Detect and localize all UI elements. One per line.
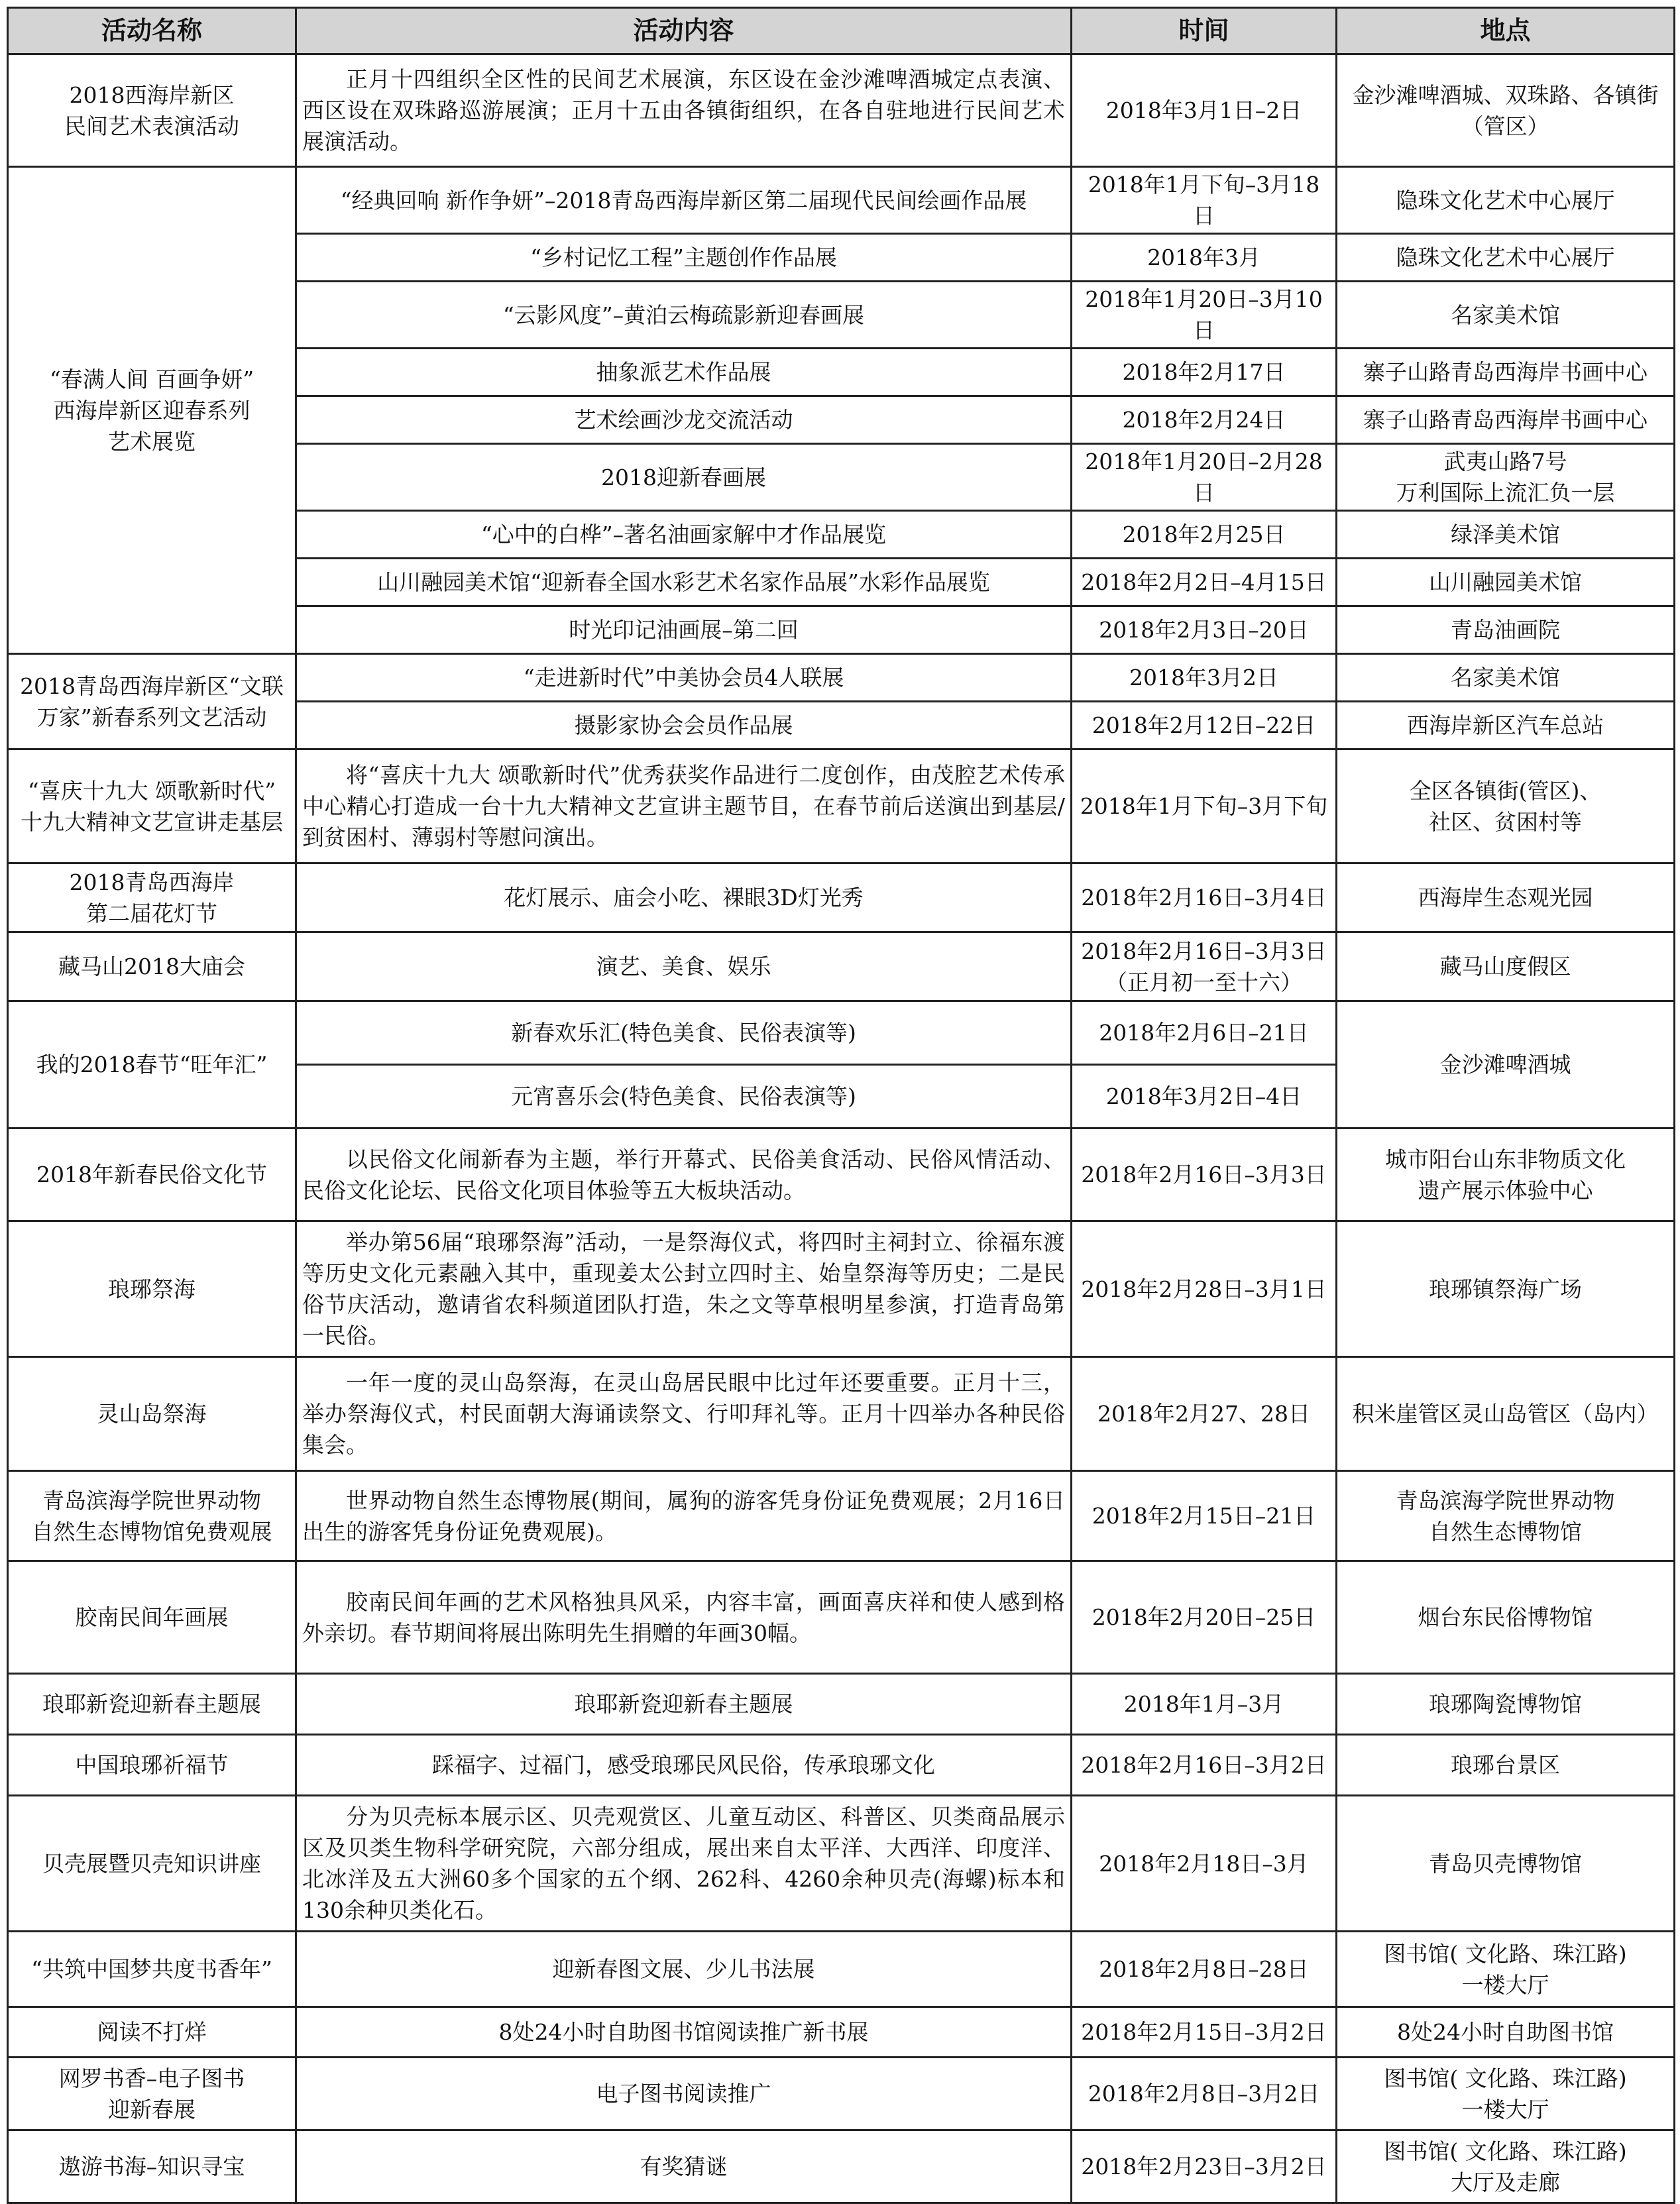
activity-content: 摄影家协会会员作品展 bbox=[574, 712, 793, 738]
activity-content-cell bbox=[296, 559, 1072, 606]
activity-time: 2018年3月1日–2日 bbox=[1105, 97, 1302, 123]
location-cell bbox=[1337, 863, 1675, 932]
activity-name-cell bbox=[8, 1561, 296, 1674]
activity-name-cell bbox=[8, 2058, 296, 2130]
location-cell bbox=[1337, 749, 1675, 863]
location-cell bbox=[1337, 559, 1675, 606]
activity-time: 2018年1月20日–3月10日 bbox=[1085, 286, 1323, 343]
table-row bbox=[8, 2007, 1675, 2058]
activity-content-cell bbox=[296, 1561, 1072, 1674]
activity-location: 隐珠文化艺术中心展厅 bbox=[1396, 187, 1615, 213]
activity-name: 2018青岛西海岸 第二届花灯节 bbox=[69, 869, 235, 926]
activity-time: 2018年2月17日 bbox=[1122, 359, 1286, 385]
activity-content: 踩福字、过福门，感受琅琊民风民俗，传承琅琊文化 bbox=[432, 1752, 935, 1778]
activity-content-cell bbox=[296, 1001, 1072, 1065]
time-cell bbox=[1072, 654, 1337, 702]
time-cell bbox=[1072, 234, 1337, 282]
activity-name: 中国琅琊祈福节 bbox=[75, 1752, 229, 1778]
activity-time: 2018年2月8日–28日 bbox=[1099, 1956, 1309, 1982]
activity-location: 图书馆( 文化路、珠江路) 一楼大厅 bbox=[1384, 2065, 1627, 2122]
location-cell bbox=[1337, 1471, 1675, 1561]
activity-content: 山川融园美术馆“迎新春全国水彩艺术名家作品展”水彩作品展览 bbox=[377, 569, 990, 595]
activity-time: 2018年2月2日–4月15日 bbox=[1081, 569, 1327, 595]
activity-location: 8处24小时自助图书馆 bbox=[1397, 2019, 1614, 2045]
header-activity-content: 活动内容 bbox=[296, 8, 1072, 54]
time-cell bbox=[1072, 349, 1337, 396]
activity-time: 2018年2月8日–3月2日 bbox=[1088, 2081, 1320, 2107]
time-cell bbox=[1072, 167, 1337, 234]
activity-location: 寨子山路青岛西海岸书画中心 bbox=[1363, 407, 1648, 433]
activity-time: 2018年3月2日–4日 bbox=[1105, 1083, 1302, 1109]
activity-name: 阅读不打烊 bbox=[97, 2019, 207, 2045]
location-cell bbox=[1337, 282, 1675, 349]
activity-content-cell bbox=[296, 702, 1072, 749]
activity-location: 名家美术馆 bbox=[1451, 302, 1560, 328]
header-activity-name: 活动名称 bbox=[8, 8, 296, 54]
table-row bbox=[8, 54, 1675, 167]
activity-content: 8处24小时自助图书馆阅读推广新书展 bbox=[498, 2019, 869, 2045]
activity-content: “经典回响 新作争妍”–2018青岛西海岸新区第二届现代民间绘画作品展 bbox=[340, 187, 1027, 213]
activity-content-cell bbox=[296, 511, 1072, 559]
activity-name-cell bbox=[8, 863, 296, 932]
activity-content-cell bbox=[296, 1129, 1072, 1221]
activity-content-cell bbox=[296, 396, 1072, 444]
activity-name-cell bbox=[8, 1357, 296, 1471]
activity-location: 金沙滩啤酒城 bbox=[1439, 1052, 1571, 1077]
time-cell bbox=[1072, 1001, 1337, 1065]
time-cell bbox=[1072, 702, 1337, 749]
header-time: 时间 bbox=[1072, 8, 1337, 54]
activity-content: 以民俗文化闹新春为主题，举行开幕式、民俗美食活动、民俗风情活动、民俗文化论坛、民俗文化项目体验等五大板块活动。 bbox=[302, 1146, 1065, 1203]
activity-content: 电子图书阅读推广 bbox=[596, 2081, 771, 2107]
activity-content: 世界动物自然生态博物展(期间，属狗的游客凭身份证免费观展；2月16日出生的游客凭身份证免费观展)。 bbox=[302, 1487, 1065, 1545]
location-cell bbox=[1337, 1932, 1675, 2007]
location-cell bbox=[1337, 396, 1675, 444]
location-cell bbox=[1337, 1674, 1675, 1735]
table-row bbox=[8, 1561, 1675, 1674]
activity-time: 2018年2月16日–3月3日 （正月初一至十六） bbox=[1081, 938, 1327, 995]
activity-content: 抽象派艺术作品展 bbox=[596, 359, 771, 385]
activity-content-cell bbox=[296, 1674, 1072, 1735]
activity-location: 绿泽美术馆 bbox=[1451, 522, 1560, 547]
activity-time: 2018年3月2日 bbox=[1129, 665, 1278, 690]
activity-name-cell bbox=[8, 749, 296, 863]
activity-content: “乡村记忆工程”主题创作作品展 bbox=[530, 245, 837, 270]
activity-location: 烟台东民俗博物馆 bbox=[1418, 1604, 1593, 1630]
location-cell bbox=[1337, 702, 1675, 749]
table-row bbox=[8, 1001, 1675, 1065]
location-cell bbox=[1337, 1001, 1675, 1129]
time-cell bbox=[1072, 511, 1337, 559]
activity-time: 2018年2月12日–22日 bbox=[1092, 712, 1316, 738]
activity-time: 2018年2月28日–3月1日 bbox=[1081, 1276, 1327, 1302]
activity-content-cell bbox=[296, 282, 1072, 349]
time-cell bbox=[1072, 606, 1337, 654]
activity-content: “走进新时代”中美协会员4人联展 bbox=[523, 665, 844, 690]
activity-time: 2018年2月16日–3月2日 bbox=[1081, 1752, 1327, 1778]
location-cell bbox=[1337, 1357, 1675, 1471]
table-row bbox=[8, 1735, 1675, 1796]
location-cell bbox=[1337, 511, 1675, 559]
activity-content-cell bbox=[296, 1471, 1072, 1561]
activity-content: 分为贝壳标本展示区、贝壳观赏区、儿童互动区、科普区、贝类商品展示区及贝类生物科学研究院，六部分组成，展出来自太平洋、大西洋、印度洋、北冰洋及五大洲60多个国家的五个纲、262科、4260余种贝壳(海螺)标本和130余种贝类化石。 bbox=[302, 1804, 1065, 1923]
time-cell bbox=[1072, 2130, 1337, 2203]
time-cell bbox=[1072, 1796, 1337, 1932]
activity-time: 2018年1月20日–2月28日 bbox=[1085, 449, 1323, 506]
location-cell bbox=[1337, 54, 1675, 167]
activity-location: 积米崖管区灵山岛管区（岛内） bbox=[1352, 1401, 1659, 1427]
activity-content-cell bbox=[296, 1796, 1072, 1932]
activity-location: 图书馆( 文化路、珠江路) 大厅及走廊 bbox=[1384, 2138, 1627, 2195]
activity-location: 青岛贝壳博物馆 bbox=[1429, 1850, 1582, 1877]
activity-location: 西海岸新区汽车总站 bbox=[1407, 712, 1604, 738]
table-row bbox=[8, 1129, 1675, 1221]
time-cell bbox=[1072, 1735, 1337, 1796]
activity-time: 2018年2月20日–25日 bbox=[1092, 1604, 1316, 1630]
location-cell bbox=[1337, 1735, 1675, 1796]
time-cell bbox=[1072, 54, 1337, 167]
activity-name-cell bbox=[8, 1129, 296, 1221]
activity-name: 贝壳展暨贝壳知识讲座 bbox=[42, 1850, 261, 1877]
time-cell bbox=[1072, 396, 1337, 444]
header-row bbox=[8, 8, 1675, 54]
activity-location: 城市阳台山东非物质文化 遗产展示体验中心 bbox=[1385, 1146, 1626, 1203]
activity-content: 新春欢乐汇(特色美食、民俗表演等) bbox=[511, 1020, 856, 1046]
table-row bbox=[8, 1357, 1675, 1471]
activity-time: 2018年1月下旬–3月18日 bbox=[1088, 172, 1320, 229]
activity-content: “心中的白桦”–著名油画家解中才作品展览 bbox=[480, 522, 887, 547]
activity-content-cell bbox=[296, 1221, 1072, 1357]
activity-location: 青岛滨海学院世界动物 自然生态博物馆 bbox=[1396, 1487, 1615, 1545]
activity-content: 花灯展示、庙会小吃、裸眼3D灯光秀 bbox=[504, 885, 864, 910]
activity-name: 胶南民间年画展 bbox=[75, 1604, 229, 1630]
activity-content-cell bbox=[296, 349, 1072, 396]
time-cell bbox=[1072, 1471, 1337, 1561]
table-row bbox=[8, 863, 1675, 932]
activity-content: 2018迎新春画展 bbox=[601, 464, 766, 490]
activity-time: 2018年2月15日–21日 bbox=[1092, 1503, 1316, 1529]
location-cell bbox=[1337, 2058, 1675, 2130]
activity-content-cell bbox=[296, 444, 1072, 511]
activity-content-cell bbox=[296, 1932, 1072, 2007]
activity-name: 琅琊祭海 bbox=[108, 1276, 196, 1302]
activity-location: 寨子山路青岛西海岸书画中心 bbox=[1363, 359, 1648, 385]
activity-name: 藏马山2018大庙会 bbox=[58, 954, 245, 979]
activity-content: 有奖猜谜 bbox=[640, 2154, 728, 2179]
time-cell bbox=[1072, 863, 1337, 932]
time-cell bbox=[1072, 1561, 1337, 1674]
location-cell bbox=[1337, 654, 1675, 702]
activity-content: 琅耶新瓷迎新春主题展 bbox=[574, 1691, 793, 1717]
activity-content: 元宵喜乐会(特色美食、民俗表演等) bbox=[511, 1083, 856, 1109]
activity-name: 2018西海岸新区 民间艺术表演活动 bbox=[64, 82, 239, 139]
activity-content-cell bbox=[296, 932, 1072, 1001]
activity-time: 2018年2月23日–3月2日 bbox=[1081, 2154, 1327, 2179]
activity-name-cell bbox=[8, 1735, 296, 1796]
location-cell bbox=[1337, 1221, 1675, 1357]
activity-time: 2018年2月25日 bbox=[1122, 522, 1286, 547]
time-cell bbox=[1072, 1932, 1337, 2007]
activity-time: 2018年2月27、28日 bbox=[1097, 1401, 1310, 1427]
activity-name: 琅耶新瓷迎新春主题展 bbox=[42, 1691, 261, 1717]
activity-content: 迎新春图文展、少儿书法展 bbox=[552, 1956, 815, 1982]
activity-name-cell bbox=[8, 1221, 296, 1357]
activity-content: 时光印记油画展–第二回 bbox=[569, 617, 799, 643]
table-row bbox=[8, 1796, 1675, 1932]
table-row bbox=[8, 2130, 1675, 2203]
activity-content: 胶南民间年画的艺术风格独具风采，内容丰富，画面喜庆祥和使人感到格外亲切。春节期间将展出陈明先生捐赠的年画30幅。 bbox=[302, 1588, 1065, 1646]
activity-name: 遨游书海–知识寻宝 bbox=[58, 2154, 245, 2179]
table-row bbox=[8, 932, 1675, 1001]
activity-content-cell bbox=[296, 167, 1072, 234]
activity-time: 2018年2月6日–21日 bbox=[1099, 1020, 1309, 1046]
activity-name-cell bbox=[8, 54, 296, 167]
table-row bbox=[8, 167, 1675, 234]
activity-name-cell bbox=[8, 1796, 296, 1932]
activity-name: 2018青岛西海岸新区“文联万家”新春系列文艺活动 bbox=[20, 673, 284, 730]
time-cell bbox=[1072, 749, 1337, 863]
time-cell bbox=[1072, 282, 1337, 349]
activity-content: 一年一度的灵山岛祭海，在灵山岛居民眼中比过年还要重要。正月十三，举办祭海仪式，村民面朝大海诵读祭文、行叩拜礼等。正月十四举办各种民俗集会。 bbox=[302, 1370, 1065, 1458]
table-row bbox=[8, 1471, 1675, 1561]
activity-content-cell bbox=[296, 2058, 1072, 2130]
activity-content-cell bbox=[296, 654, 1072, 702]
activity-time: 2018年1月下旬–3月下旬 bbox=[1080, 793, 1328, 819]
activity-time: 2018年2月15日–3月2日 bbox=[1081, 2019, 1327, 2045]
activity-location: 隐珠文化艺术中心展厅 bbox=[1396, 245, 1615, 270]
time-cell bbox=[1072, 1065, 1337, 1129]
activity-time: 2018年2月24日 bbox=[1122, 407, 1286, 433]
activity-location: 琅琊陶瓷博物馆 bbox=[1429, 1691, 1582, 1717]
activity-location: 图书馆( 文化路、珠江路) 一楼大厅 bbox=[1384, 1940, 1627, 1998]
table-row bbox=[8, 1674, 1675, 1735]
time-cell bbox=[1072, 932, 1337, 1001]
activity-name-cell bbox=[8, 932, 296, 1001]
activity-location: 琅琊镇祭海广场 bbox=[1429, 1276, 1582, 1302]
activity-name-cell bbox=[8, 2130, 296, 2203]
activity-name-cell bbox=[8, 2007, 296, 2058]
location-cell bbox=[1337, 2007, 1675, 2058]
activity-name: 青岛滨海学院世界动物 自然生态博物馆免费观展 bbox=[31, 1487, 272, 1545]
table-row bbox=[8, 2058, 1675, 2130]
activity-location: 全区各镇街(管区)、 社区、贫困村等 bbox=[1409, 777, 1602, 835]
activity-content-cell bbox=[296, 1065, 1072, 1129]
location-cell bbox=[1337, 234, 1675, 282]
location-cell bbox=[1337, 1796, 1675, 1932]
activity-content-cell bbox=[296, 1357, 1072, 1471]
activity-content-cell bbox=[296, 2007, 1072, 2058]
activity-content-cell bbox=[296, 749, 1072, 863]
time-cell bbox=[1072, 2058, 1337, 2130]
activity-time: 2018年2月16日–3月4日 bbox=[1081, 885, 1327, 910]
location-cell bbox=[1337, 1129, 1675, 1221]
activity-name-cell bbox=[8, 1674, 296, 1735]
activity-location: 武夷山路7号 万利国际上流汇负一层 bbox=[1396, 449, 1615, 506]
activity-time: 2018年2月16日–3月3日 bbox=[1081, 1162, 1327, 1187]
activity-content-cell bbox=[296, 234, 1072, 282]
activity-time: 2018年2月3日–20日 bbox=[1099, 617, 1309, 643]
time-cell bbox=[1072, 444, 1337, 511]
activity-name-cell bbox=[8, 1932, 296, 2007]
activity-content-cell bbox=[296, 863, 1072, 932]
activity-content: “云影风度”–黄泊云梅疏影新迎春画展 bbox=[502, 302, 865, 328]
time-cell bbox=[1072, 559, 1337, 606]
activity-location: 名家美术馆 bbox=[1451, 665, 1560, 690]
activity-location: 金沙滩啤酒城、双珠路、各镇街（管区） bbox=[1352, 82, 1659, 139]
activity-content-cell bbox=[296, 1735, 1072, 1796]
activity-name-cell bbox=[8, 654, 296, 749]
table-row bbox=[8, 1221, 1675, 1357]
location-cell bbox=[1337, 167, 1675, 234]
activity-name: “共筑中国梦共度书香年” bbox=[31, 1956, 272, 1982]
activity-name: “春满人间 百画争妍” 西海岸新区迎春系列 艺术展览 bbox=[49, 366, 254, 455]
time-cell bbox=[1072, 2007, 1337, 2058]
location-cell bbox=[1337, 1561, 1675, 1674]
activity-content: 演艺、美食、娱乐 bbox=[596, 954, 771, 979]
activity-location: 青岛油画院 bbox=[1451, 617, 1560, 643]
activity-content-cell bbox=[296, 2130, 1072, 2203]
activity-content-cell bbox=[296, 54, 1072, 167]
time-cell bbox=[1072, 1357, 1337, 1471]
activity-name: 网罗书香–电子图书 迎新春展 bbox=[58, 2065, 245, 2122]
activity-content: 将“喜庆十九大 颂歌新时代”优秀获奖作品进行二度创作，由茂腔艺术传承中心精心打造成一台十九大精神文艺宣讲主题节目，在春节前后送演出到基层/到贫困村、薄弱村等慰问演出。 bbox=[302, 762, 1065, 850]
location-cell bbox=[1337, 606, 1675, 654]
header-location: 地点 bbox=[1337, 8, 1675, 54]
activity-content: 艺术绘画沙龙交流活动 bbox=[574, 407, 793, 433]
activity-content: 正月十四组织全区性的民间艺术展演，东区设在金沙滩啤酒城定点表演、西区设在双珠路巡游展演；正月十五由各镇街组织，在各自驻地进行民间艺术展演活动。 bbox=[302, 66, 1065, 154]
activity-name: “喜庆十九大 颂歌新时代” 十九大精神文艺宣讲走基层 bbox=[21, 777, 283, 835]
location-cell bbox=[1337, 349, 1675, 396]
activity-content: 举办第56届“琅琊祭海”活动，一是祭海仪式，将四时主祠封立、徐福东渡等历史文化元素融入其中，重现姜太公封立四时主、始皇祭海等历史；二是民俗节庆活动，邀请省农科频道团队打造，朱之文等草根明星参演，打造青岛第一民俗。 bbox=[302, 1229, 1065, 1349]
time-cell bbox=[1072, 1674, 1337, 1735]
activity-time: 2018年1月–3月 bbox=[1123, 1691, 1284, 1717]
table-row bbox=[8, 1932, 1675, 2007]
activity-name: 2018年新春民俗文化节 bbox=[36, 1162, 267, 1187]
activity-name: 灵山岛祭海 bbox=[97, 1401, 207, 1427]
activity-name-cell bbox=[8, 167, 296, 654]
activity-time: 2018年2月18日–3月 bbox=[1099, 1850, 1309, 1877]
activity-location: 山川融园美术馆 bbox=[1429, 569, 1582, 595]
activity-content-cell bbox=[296, 606, 1072, 654]
activity-time: 2018年3月 bbox=[1147, 245, 1260, 270]
time-cell bbox=[1072, 1129, 1337, 1221]
time-cell bbox=[1072, 1221, 1337, 1357]
location-cell bbox=[1337, 932, 1675, 1001]
activity-name-cell bbox=[8, 1471, 296, 1561]
location-cell bbox=[1337, 444, 1675, 511]
table-row bbox=[8, 749, 1675, 863]
activity-location: 琅琊台景区 bbox=[1451, 1752, 1560, 1778]
activity-name-cell bbox=[8, 1001, 296, 1129]
activity-name: 我的2018春节“旺年汇” bbox=[36, 1052, 268, 1077]
location-cell bbox=[1337, 2130, 1675, 2203]
activity-location: 藏马山度假区 bbox=[1439, 954, 1571, 979]
table-row bbox=[8, 654, 1675, 702]
events-table bbox=[7, 7, 1675, 2204]
activity-location: 西海岸生态观光园 bbox=[1418, 885, 1593, 910]
